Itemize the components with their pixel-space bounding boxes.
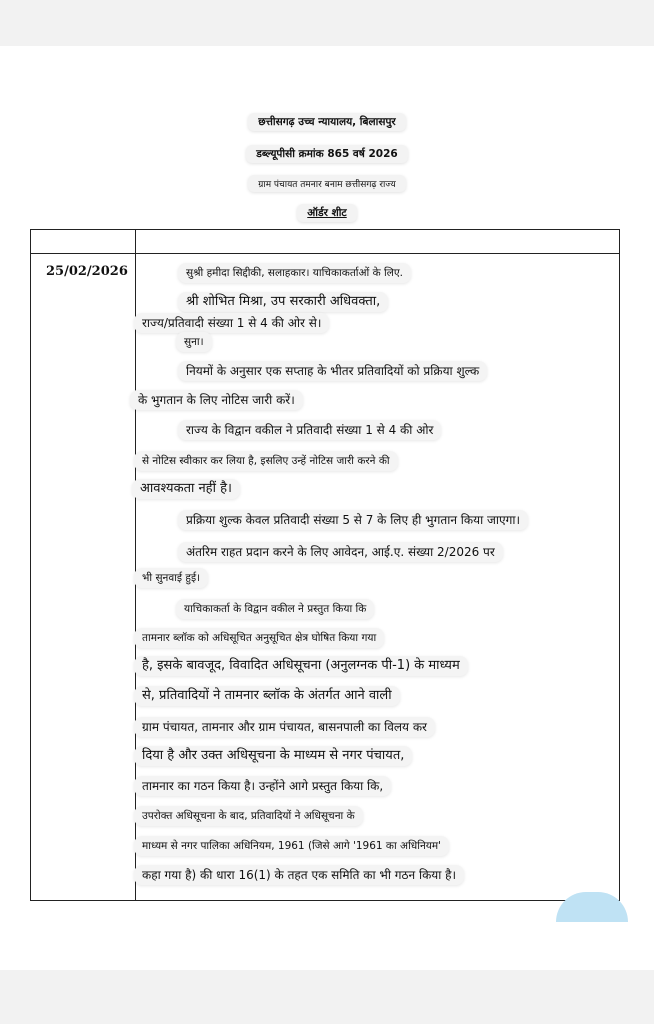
order-line: प्रक्रिया शुल्क केवल प्रतिवादी संख्या 5 से 7 के लिए ही भुगतान किया जाएगा। [178, 510, 528, 530]
order-line: तामनार का गठन किया है। उन्होंने आगे प्रस्तुत किया कि, [134, 776, 391, 796]
order-line: याचिकाकर्ता के विद्वान वकील ने प्रस्तुत किया कि [176, 599, 374, 619]
order-line: से नोटिस स्वीकार कर लिया है, इसलिए उन्हें नोटिस जारी करने की [134, 451, 398, 471]
order-line: सुना। [176, 332, 212, 352]
order-line: तामनार ब्लॉक को अधिसूचित अनुसूचित क्षेत्र घोषित किया गया [134, 628, 384, 648]
order-line: कहा गया है) की धारा 16(1) के तहत एक समिति का भी गठन किया है। [134, 865, 464, 885]
order-line: से, प्रतिवादियों ने तामनार ब्लॉक के अंतर्गत आने वाली [134, 686, 400, 706]
order-line: नियमों के अनुसार एक सप्ताह के भीतर प्रतिवादियों को प्रक्रिया शुल्क [178, 361, 487, 381]
order-line: आवश्यकता नहीं है। [132, 479, 240, 499]
order-line: ग्राम पंचायत, तामनार और ग्राम पंचायत, बासनपाली का विलय कर [134, 717, 435, 737]
order-line: उपरोक्त अधिसूचना के बाद, प्रतिवादियों ने अधिसूचना के [134, 806, 363, 826]
table-header-divider [31, 253, 619, 254]
case-number-heading: डब्ल्यूपीसी क्रमांक 865 वर्ष 2026 [0, 145, 654, 163]
parties-heading: ग्राम पंचायत तमनार बनाम छत्तीसगढ़ राज्य [0, 175, 654, 192]
order-line: के भुगतान के लिए नोटिस जारी करें। [130, 390, 303, 410]
order-line: राज्य के विद्वान वकील ने प्रतिवादी संख्या 1 से 4 की ओर [178, 420, 441, 440]
top-bar [0, 0, 654, 46]
order-line: है, इसके बावजूद, विवादित अधिसूचना (अनुलग्नक पी-1) के माध्यम [134, 656, 468, 676]
order-line: भी सुनवाई हुई। [134, 568, 208, 588]
order-sheet-title: ऑर्डर शीट [0, 204, 654, 222]
court-name-heading: छत्तीसगढ़ उच्च न्यायालय, बिलासपुर [0, 113, 654, 131]
order-line: राज्य/प्रतिवादी संख्या 1 से 4 की ओर से। [134, 313, 329, 333]
order-line: माध्यम से नगर पालिका अधिनियम, 1961 (जिसे आगे '1961 का अधिनियम' [134, 836, 449, 856]
order-date: 25/02/2026 [46, 264, 128, 279]
order-line: श्री शोभित मिश्रा, उप सरकारी अधिवक्ता, [178, 292, 388, 312]
order-line: सुश्री हमीदा सिद्दीकी, सलाहकार। याचिकाकर्ताओं के लिए. [178, 263, 411, 283]
order-line: अंतरिम राहत प्रदान करने के लिए आवेदन, आई.ए. संख्या 2/2026 पर [178, 542, 503, 562]
order-line: दिया है और उक्त अधिसूचना के माध्यम से नगर पंचायत, [134, 746, 412, 766]
bottom-bar [0, 970, 654, 1024]
